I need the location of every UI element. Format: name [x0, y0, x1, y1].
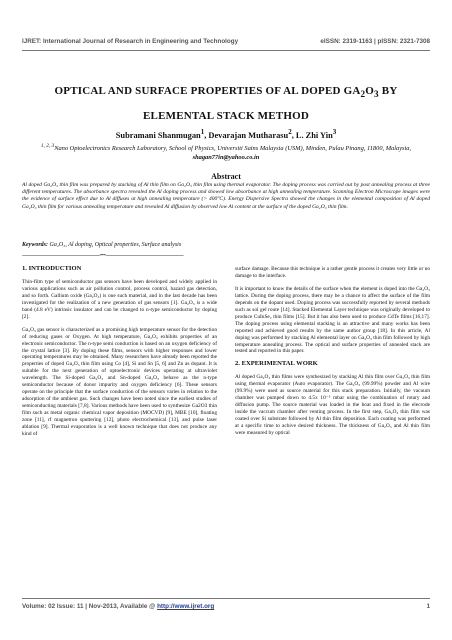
- left-column: [22, 266, 217, 444]
- author-email[interactable]: shagan77in@yahoo.co.in: [192, 153, 260, 161]
- keywords-text: Ga₂O₃, Al doping, Optical properties, Surface analysis: [49, 242, 182, 248]
- journal-url-link[interactable]: http://www.ijret.org: [157, 603, 215, 610]
- introduction-heading: 1. INTRODUCTION: [22, 265, 82, 272]
- right-column: [235, 266, 430, 443]
- affiliation: $^{1, 2, 3}$Nano Optoelectronics Research Laboratory, School of Physics, Universiti Sains Malaysia (USM), Minden, Pulau Pinang, 11800, Malaysia, shagan77in@yahoo.co.in: [40, 143, 412, 161]
- intro-paragraph-1: Thin-film type of semiconductor gas sensors have been developed and widely applied in various applications such as air pollution control, process control, hazard gas detection, and so forth. Gallium oxide (Ga₂O₃) is one such material, and in the last decade has been investigated for the realization of a new generation of gas sensors [1]. Ga₂O₃ is a wide band (4.8 eV) intrinsic insulator and can be changed to n-type semiconductor by doping [2].: [22, 278, 217, 320]
- intro-paragraph-2: Ga₂O₃ gas sensor is characterized as a promising high temperature sensor for the detection of reducing gases or Oxygen. At high temperature, Ga₂O₃ exhibits properties of an electronic semiconductor. The n-type semi conduction is based on an oxygen deficiency of the crystal lattice [3]. By doping these films, sensors with higher responses and lower operating temperatures may be obtained. Many researchers have already been reported the properties of doped Ga₂O₃ thin film using Co [4], Si and Sn [5, 6] and Zn as dopant. It is suitable for the next generation of optoelectronic devices operating at ultraviolet wavelength. The Si-doped Ga₂O₃ and Sn-doped Ga₂O₃ behave as the n-type semiconductor because of donor impurity and oxygen deficiency [6]. These sensors operate on the principle that the surface conduction of the sensors varies in relation to the adsorption of the ambient gas. Such changes have been noted since the earliest studies of semiconducting materials [7,8]. Various methods have been used to synthesize Ga2O3 thin film such as metal organic chemical vapor deposition (MOCVD) [9], MBE [10], floating zone [11], rf magnetron sputtering [12], photo electrochemical [13], and pulse laser ablation [9]. Thermal evaporation is a well known technique that does not produce any kind of: [22, 326, 217, 437]
- section-separator: -------------------------------------------------------------------------***-------------------------------------------------------------------------: [22, 254, 184, 259]
- footer-divider: [22, 598, 430, 599]
- experimental-heading: 2. EXPERIMENTAL WORK: [235, 360, 318, 368]
- header-divider: [22, 50, 430, 51]
- journal-header: [22, 38, 430, 45]
- intro-paragraph-4: It is important to know the details of the surface when the element is doped into the Ga₂O₃ lattice. During the doping process, there may be a chance to affect the surface of the film depends on the dopant used. Doping process was successfully reported by several methods such as sol gel route [14]. Stacked Elemental Layer technique was originally developed to produce CuInSe₂ thin films [15]. But it has also been used to produce CdTe films [16,17]. The doping process using elemental stacking is an attractive and many works has been reported and achieved good results by the same author group [18]. In this article, Al doping was performed by stacking Al elemental layer on Ga₂O₃ thin film followed by high temperature annealing process. The optical and surface properties of annealed stack are tested and reported in this paper.: [235, 285, 430, 355]
- volume-info: Volume: 02 Issue: 11 | Nov-2013, Available @ http://www.ijret.org: [22, 603, 215, 610]
- page-footer: [22, 603, 430, 610]
- abstract-heading: Abstract: [211, 172, 241, 181]
- page-number: 1: [426, 603, 430, 610]
- author-list: Subramani Shanmugan$^1$, Devarajan Mutharasu$^2$, L. Zhi Yin$^3$: [115, 128, 337, 140]
- issn: eISSN: 2319-1163 | pISSN: 2321-7308: [320, 38, 430, 45]
- intro-paragraph-3: surface damage. Because this technique is a rather gentle process it creates very little or no damage to the interface.: [235, 266, 430, 279]
- abstract-text: Al doped Ga₂O₃ thin film was prepared by stacking of Al thin film on Ga₂O₃ thin film using thermal evaporator. The doping process was carried out by post annealing process at three different temperatures. The absorbance spectra revealed the Al doping process and showed low absorbance at high annealing temperature. Scanning Electron Microscope images were the evidence of surface effect due to Al diffuses at high annealing temperature (> 400°C). Energy Dispersive Spectra showed the changes in the elemental composition of Al doped Ga₂O₃ thin film for various annealing temperature and revealed Al diffusion by observed low Al content at the surface of the doped Ga₂O₃ thin film.: [22, 182, 430, 210]
- journal-name: IJRET: International Journal of Research in Engineering and Technology: [22, 38, 239, 45]
- keywords: [22, 242, 430, 248]
- experimental-paragraph-1: Al doped Ga₂O₃ thin films were synthesized by stacking Al thin film over Ga₂O₃ thin film using thermal evaporator (Auto evaporator). The Ga₂O₃ (99.99%) powder and Al wire (99.9%) were used as source material for this stack preparation. Initially, the vacuum chamber was pumped down to 4.5x 10⁻⁵ mbar using the combination of rotary and diffusion pump. The source material was loaded in the boat and fixed in the elecrode inside the vaccum chamber after venting process. In the first step, Ga₂O₃ thin film was coated over Si substrate followed by Al thin film deposition. Each coating was performed at a specific time to achive desired thickness. The thickness of Ga₂O₃ and Al thin film were measured by optical: [235, 374, 430, 437]
- paper-title: [20, 80, 432, 127]
- title-line-2: ELEMENTAL STACK METHOD: [143, 110, 309, 123]
- title-line-1: OPTICAL AND SURFACE PROPERTIES OF AL DOPED $GA_2O_3$ BY: [54, 85, 398, 100]
- keywords-label: Keywords:: [22, 242, 48, 248]
